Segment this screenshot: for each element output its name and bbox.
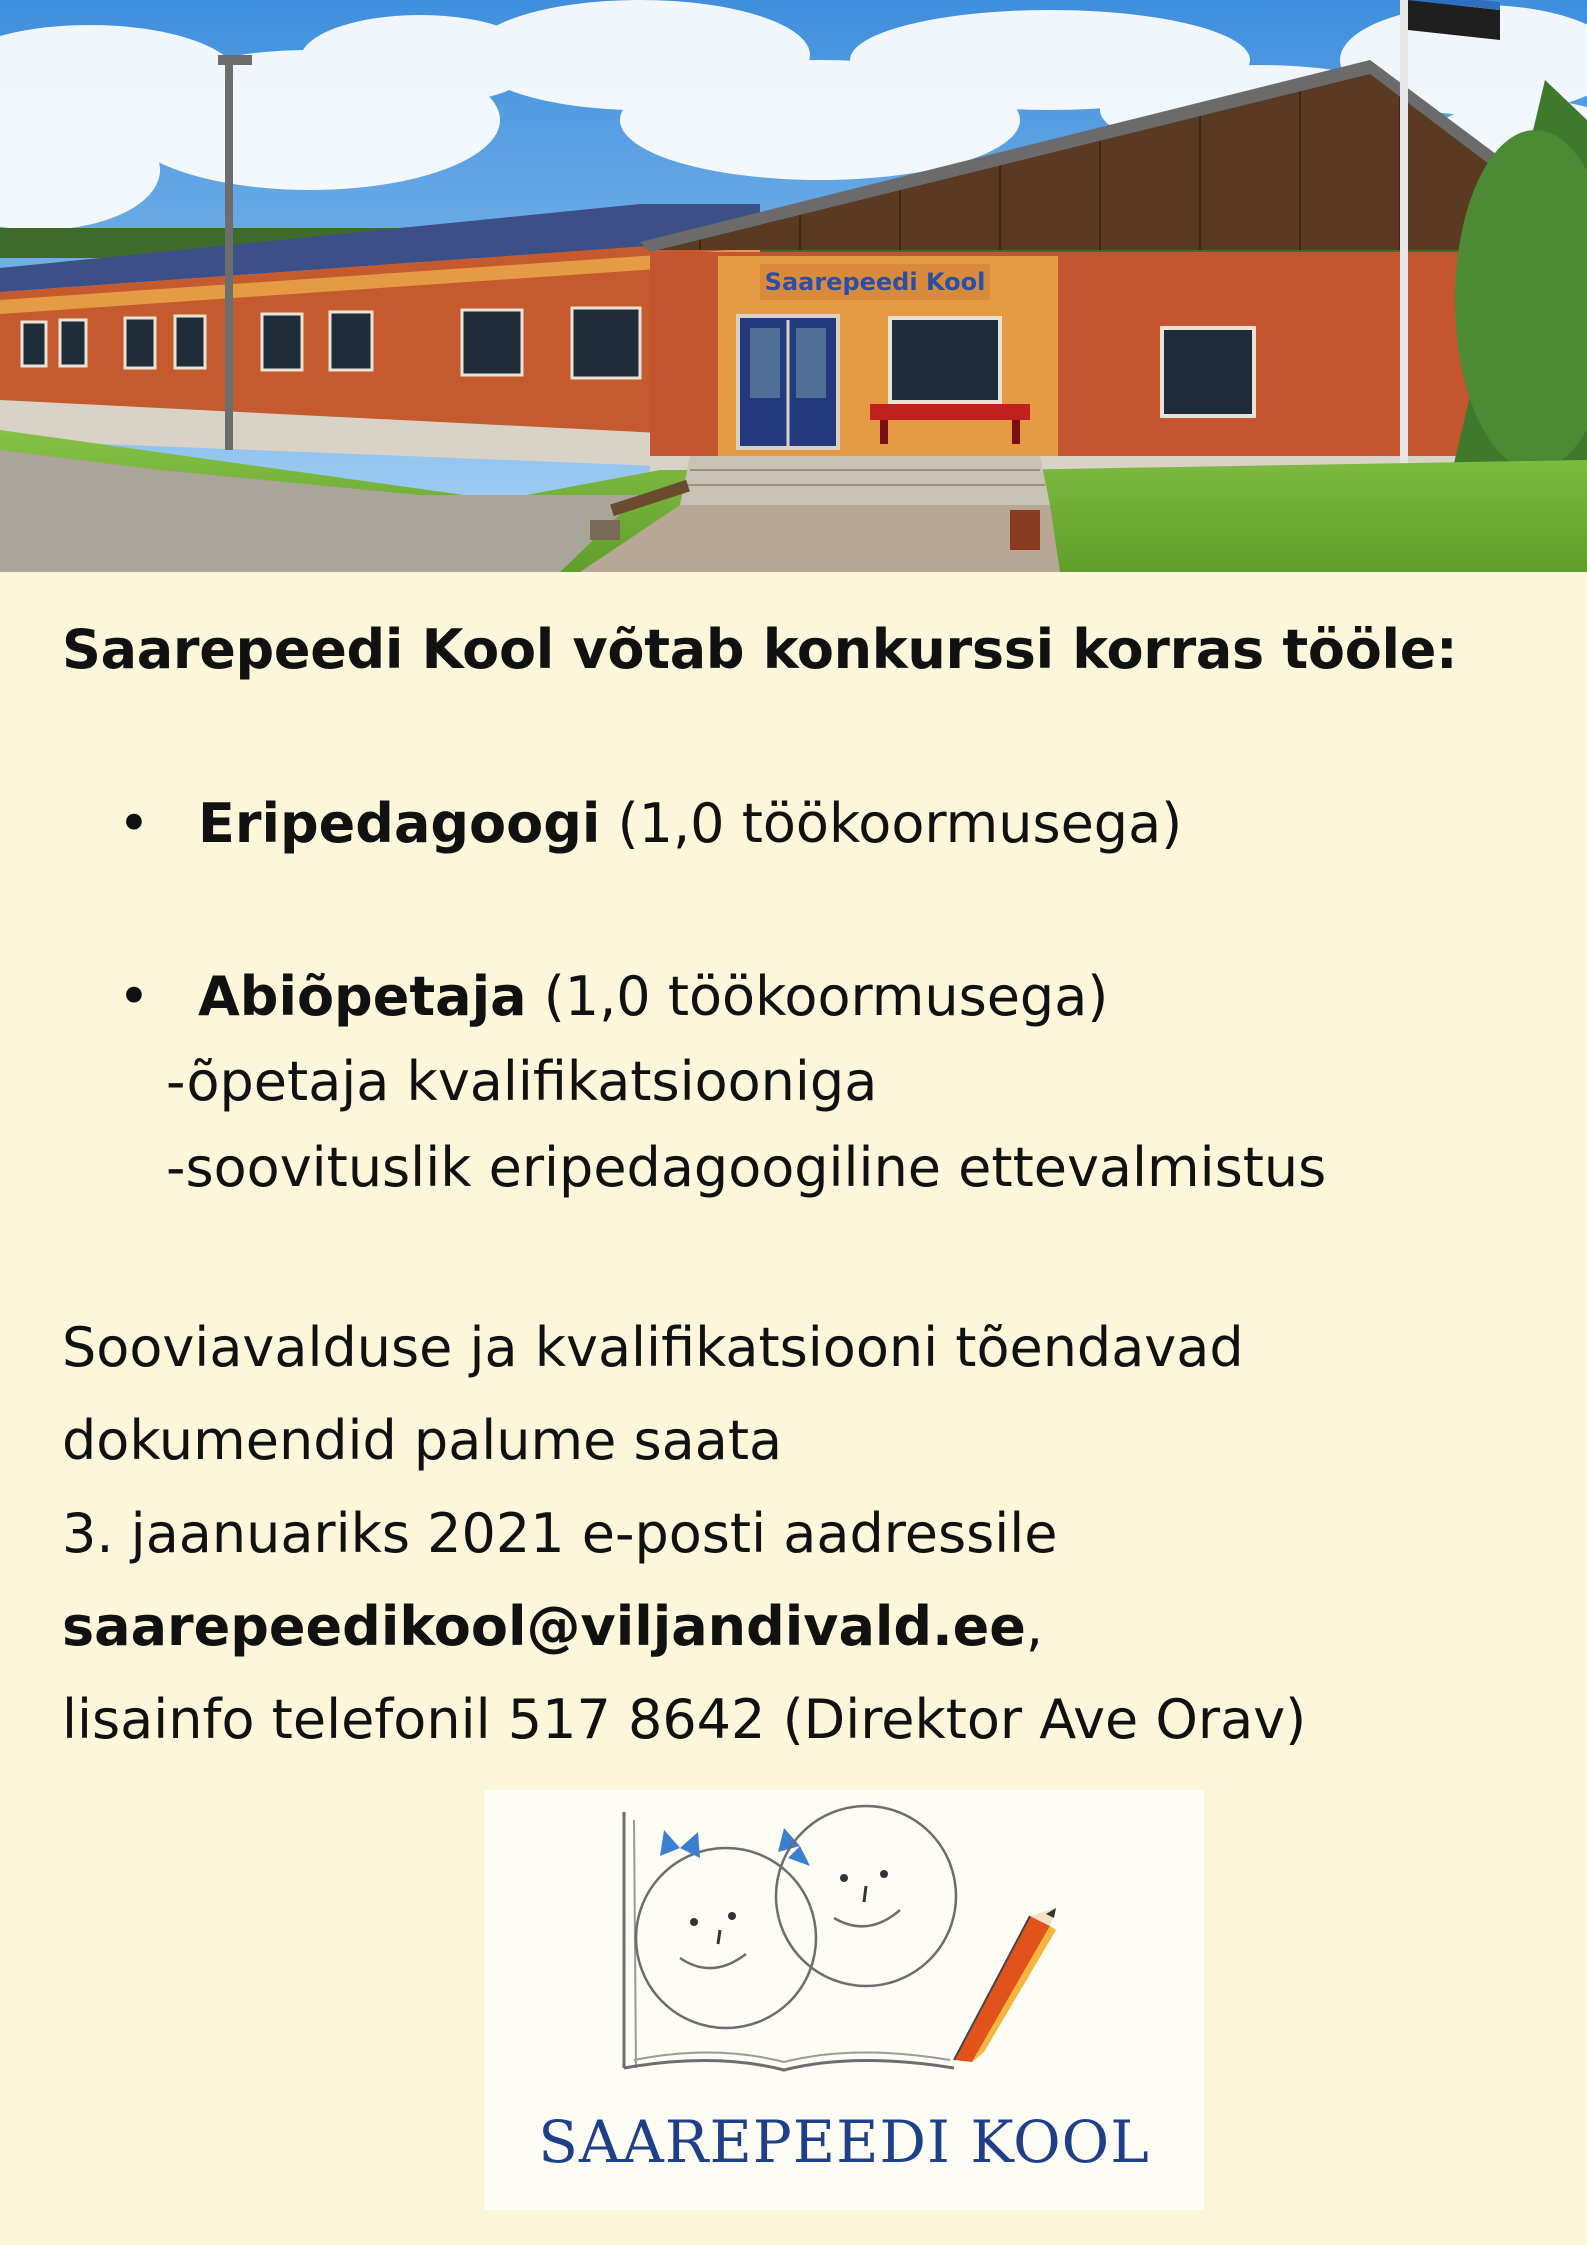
bullet-icon: •	[118, 792, 150, 855]
job-detail: (1,0 töökoormusega)	[526, 965, 1109, 1028]
requirement-item: -soovituslik eripedagoogiline ettevalmistus	[166, 1136, 1327, 1199]
requirement-item: -õpetaja kvalifikatsiooniga	[166, 1050, 878, 1113]
instructions-line: dokumendid palume saata	[62, 1409, 783, 1472]
contact-line: lisainfo telefonil 517 8642 (Direktor Ave Orav)	[62, 1688, 1307, 1751]
job-title: Eripedagoogi	[198, 792, 601, 855]
headline: Saarepeedi Kool võtab konkurssi korras tööle:	[62, 618, 1458, 681]
school-building-photo	[0, 0, 1587, 572]
email-address: saarepeedikool@viljandivald.ee	[62, 1595, 1026, 1658]
job-item-abiopetaja	[118, 965, 1108, 1028]
job-detail: (1,0 töökoormusega)	[600, 792, 1183, 855]
email-line	[62, 1595, 1043, 1658]
school-sign: Saarepeedi Kool	[764, 268, 986, 296]
instructions-line: 3. jaanuariks 2021 e-posti aadressile	[62, 1502, 1058, 1565]
email-suffix: ,	[1025, 1595, 1044, 1658]
logo-drawing-icon	[484, 1790, 1204, 2110]
bullet-icon: •	[118, 965, 150, 1028]
job-title: Abiõpetaja	[198, 965, 527, 1028]
logo-school-name: SAAREPEEDI KOOL	[538, 2108, 1150, 2176]
school-logo	[484, 1790, 1204, 2210]
job-item-eripedagoog	[118, 792, 1182, 855]
instructions-line: Sooviavalduse ja kvalifikatsiooni tõendavad	[62, 1316, 1244, 1379]
